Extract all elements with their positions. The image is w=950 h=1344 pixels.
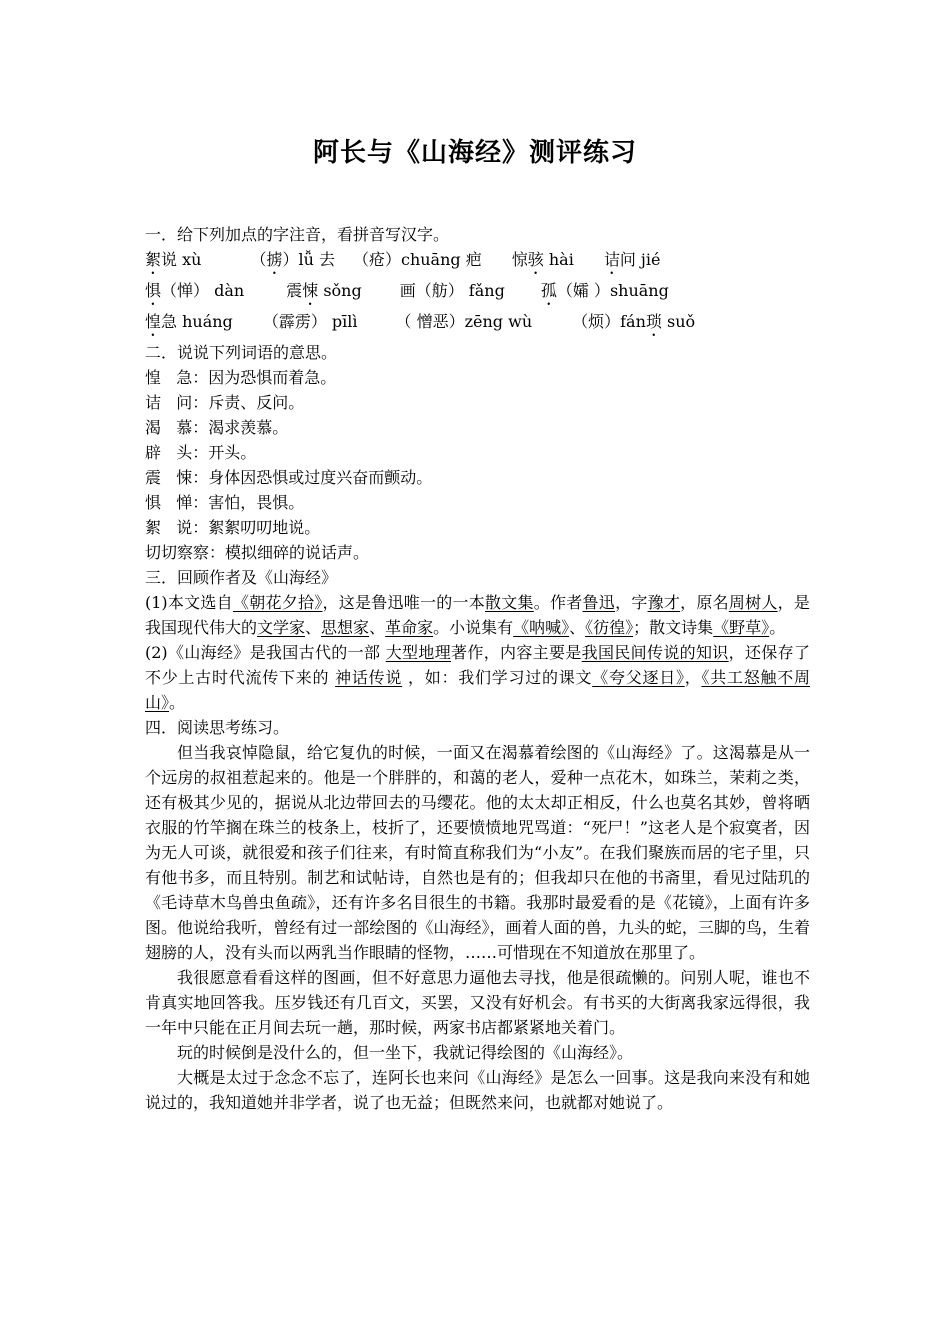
pinyin-entry: （疮）chuāng 疤 — [352, 250, 482, 269]
dotted-char: 悚 — [302, 281, 319, 300]
section4-heading: 四．阅读思考练习。 — [145, 718, 290, 737]
definition-item: 惶 急：因为恐惧而着急。 — [145, 368, 337, 387]
underlined-answer: 《共工怒触不周山》 — [145, 668, 810, 712]
text-run: 、 — [369, 618, 386, 637]
text-run: 。小说集有 — [433, 618, 514, 637]
pinyin-row-2 — [145, 278, 810, 309]
document-body — [145, 222, 810, 1115]
underlined-answer: 思想家 — [321, 618, 370, 637]
underlined-answer: 神话传说 — [335, 668, 403, 687]
pinyin-row-1 — [145, 247, 810, 278]
document-title: 阿长与《山海经》测评练习 — [312, 138, 637, 168]
section2-heading: 二．说说下列词语的意思。 — [145, 343, 338, 362]
pinyin-entry: （霹雳） pīlì — [262, 312, 358, 331]
text-run: ，是我国现代伟大的 — [145, 593, 810, 637]
pinyin-entry: （ 憎恶）zēng wù — [395, 312, 533, 331]
definition-item: 絮 说：絮絮叨叨地说。 — [145, 518, 321, 537]
text-run: 、 — [305, 618, 322, 637]
pinyin-entry: （惮） dàn — [161, 281, 245, 300]
pinyin-entry: 震 — [286, 281, 303, 300]
dotted-char: 絮 — [145, 250, 162, 269]
definition-item: 诘 问：斥责、反问。 — [145, 393, 305, 412]
text-run: ，还保存了不少上古时代流传下来的 — [145, 643, 810, 687]
underlined-answer: 《野草》 — [713, 618, 770, 637]
underlined-answer: 革命家 — [385, 618, 434, 637]
text-run: ，字 — [615, 593, 648, 612]
text-run: 。作者 — [533, 593, 583, 612]
dotted-char: 琐 — [645, 312, 662, 331]
underlined-answer: 豫才 — [647, 593, 681, 612]
text-run: ，这是鲁迅唯一的一本 — [322, 593, 486, 612]
definition-item: 震 悚：身体因恐惧或过度兴奋而颤动。 — [145, 468, 433, 487]
text-run: ；散文诗集 — [633, 618, 714, 637]
section1-heading: 一．给下列加点的字注音，看拼音写汉字。 — [145, 225, 450, 244]
definition-item: 辟 头：开头。 — [145, 443, 257, 462]
pinyin-row-3 — [145, 309, 810, 340]
reading-paragraph: 大概是太过于念念不忘了，连阿长也来问《山海经》是怎么一回事。这是我向来没有和她说过的，我知道她并非学者，说了也无益；但既然来问，也就都对她说了。 — [145, 1068, 810, 1112]
text-run: 著作，内容主要是 — [451, 643, 582, 662]
pinyin-entry: （烦）fán — [572, 312, 646, 331]
pinyin-entry: 问 jié — [619, 250, 661, 269]
dotted-char: 惧 — [145, 281, 162, 300]
underlined-answer: 文学家 — [257, 618, 306, 637]
text-run: (2)《山海经》是我国古代的一部 — [145, 643, 386, 662]
text-run: (1)本文选自 — [145, 593, 233, 612]
pinyin-entry: 画（舫） fǎng — [399, 281, 505, 300]
dotted-char: 诘 — [603, 250, 620, 269]
pinyin-entry: （ — [250, 250, 267, 269]
section3-heading: 三．回顾作者及《山海经》 — [145, 568, 338, 587]
pinyin-entry: hài — [543, 250, 574, 269]
author-review-paragraph — [145, 590, 810, 640]
definition-item: 切切察察：模拟细碎的说话声。 — [145, 543, 370, 562]
text-run: 。 — [169, 693, 186, 712]
dotted-char: 骇 — [527, 250, 544, 269]
text-run: ， — [684, 668, 702, 687]
pinyin-entry: 说 xù — [161, 250, 202, 269]
underlined-answer: 鲁迅 — [582, 593, 616, 612]
text-run: 、 — [569, 618, 586, 637]
underlined-answer: 《朝花夕拾》 — [232, 593, 323, 612]
underlined-answer: 《彷徨》 — [585, 618, 634, 637]
pinyin-entry: 惊 — [511, 250, 528, 269]
pinyin-entry: （孀 ） — [556, 281, 610, 300]
reading-paragraph: 玩的时候倒是没什么的，但一坐下，我就记得绘图的《山海经》。 — [177, 1043, 634, 1062]
dotted-char: 孤 — [540, 281, 557, 300]
dotted-char: 惶 — [145, 312, 162, 331]
dotted-char: 掳 — [266, 250, 283, 269]
definition-item: 惧 惮：害怕，畏惧。 — [145, 493, 305, 512]
text-run: ，原名 — [680, 593, 729, 612]
underlined-answer: 大型地理 — [385, 643, 452, 662]
pinyin-entry: ）lǚ 去 — [282, 250, 335, 269]
underlined-answer: 我国民间传说的知识 — [581, 643, 729, 662]
pinyin-entry: sǒng — [318, 281, 362, 300]
underlined-answer: 《呐喊》 — [513, 618, 570, 637]
pinyin-entry: suǒ — [661, 312, 696, 331]
text-run: 。 — [769, 618, 786, 637]
reading-paragraph: 我很愿意看看这样的图画，但不好意思力逼他去寻找，他是很疏懒的。问别人呢，谁也不肯真实地回答我。压岁钱还有几百文，买罢，又没有好机会。有书买的大街离我家远得很，我一年中只能在正月间去玩一趟，那时候，两家书店都紧紧地关着门。 — [145, 968, 810, 1037]
shanhaijing-review-paragraph — [145, 640, 810, 715]
text-run: ，如：我们学习过的课文 — [402, 668, 593, 687]
pinyin-entry: 急 huáng — [161, 312, 233, 331]
underlined-answer: 周树人 — [728, 593, 778, 612]
pinyin-entry: shuāng — [609, 281, 669, 300]
underlined-answer: 《夸父逐日》 — [592, 668, 685, 687]
definition-item: 渴 慕：渴求羡慕。 — [145, 418, 289, 437]
underlined-answer: 散文集 — [485, 593, 534, 612]
reading-paragraph: 但当我哀悼隐鼠，给它复仇的时候，一面又在渴慕着绘图的《山海经》了。这渴慕是从一个远房的叔祖惹起来的。他是一个胖胖的，和蔼的老人，爱种一点花木，如珠兰，茉莉之类，还有极其少见的，据说从北边带回去的马缨花。他的太太却正相反，什么也莫名其妙，曾将晒衣服的竹竿搁在珠兰的枝条上，枝折了，还要愤愤地咒骂道：“死尸！”这老人是个寂寞者，因为无人可谈，就很爱和孩子们往来，有时简直称我们为“小友”。在我们聚族而居的宅子里，只有他书多，而且特别。制艺和试帖诗，自然也是有的；但我却只在他的书斋里，看见过陆玑的《毛诗草木鸟兽虫鱼疏》，还有许多名目很生的书籍。我那时最爱看的是《花镜》，上面有许多图。他说给我听，曾经有过一部绘图的《山海经》，画着人面的兽，九头的蛇，三脚的鸟，生着翅膀的人，没有头而以两乳当作眼睛的怪物，……可惜现在不知道放在那里了。 — [145, 743, 810, 962]
